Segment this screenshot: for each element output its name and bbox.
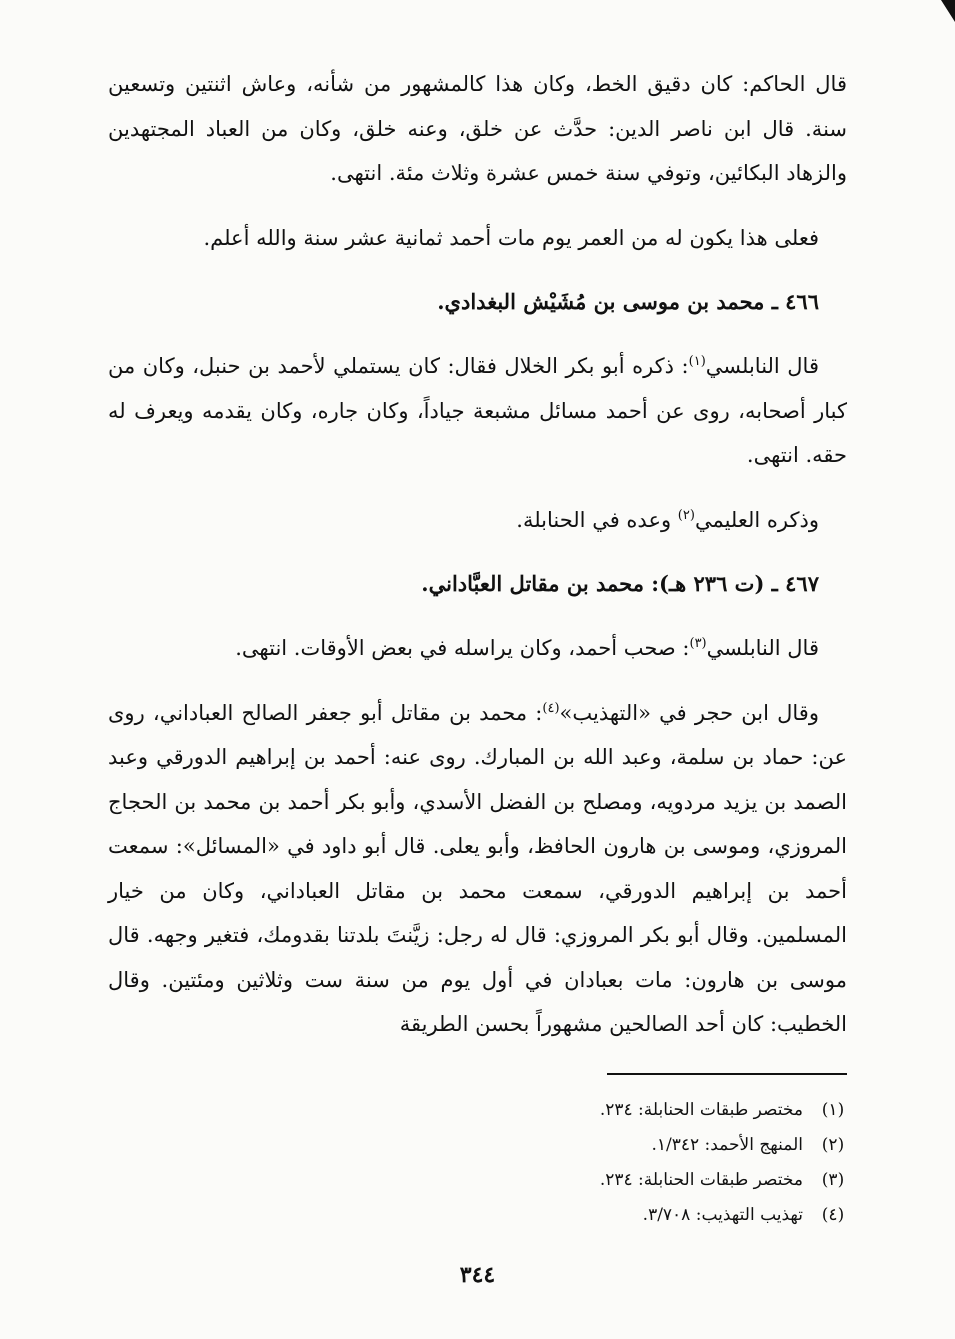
text: قال النابلسي (706, 636, 819, 660)
entry-heading-467: ٤٦٧ ـ (ت ٢٣٦ هـ): محمد بن مقاتل العبَّاداني. (421, 571, 819, 596)
text: قال النابلسي (705, 354, 819, 378)
footnote-text: تهذيب التهذيب: ٣/٧٠٨. (642, 1205, 803, 1225)
footnote-item (600, 1128, 847, 1163)
text: وقال ابن حجر في «التهذيب» (559, 700, 819, 725)
footnote-text: مختصر طبقات الحنابلة: ٢٣٤. (599, 1100, 803, 1120)
footnote-number: (٢) (821, 1135, 845, 1155)
text: وعده في الحنابلة. (516, 507, 678, 532)
text: وذكره العليمي (694, 507, 819, 532)
paragraph-nabulsi-1 (108, 344, 847, 478)
paragraph-nabulsi-3 (108, 626, 847, 671)
footnote-item (600, 1198, 847, 1233)
footnote-text: مختصر طبقات الحنابلة: ٢٣٤. (599, 1170, 803, 1190)
footnote-separator (607, 1073, 847, 1075)
footnote-item (600, 1093, 847, 1128)
footnote-text: المنهج الأحمد: ١/٣٤٢. (651, 1135, 803, 1155)
footnotes-list (600, 1093, 847, 1233)
footnote-ref-1: (١) (688, 354, 706, 369)
paragraph-conclusion: فعلى هذا يكون له من العمر يوم مات أحمد ثمانية عشر سنة والله أعلم. (203, 225, 819, 250)
paragraph-ibn-hajar (108, 691, 847, 1047)
footnote-number: (٤) (821, 1205, 845, 1225)
text: : محمد بن مقاتل أبو جعفر الصالح العباداني، روى عن: حماد بن سلمة، وعبد الله بن المبارك. روى عنه: أحمد بن إبراهيم الدورقي وعبد الصمد بن يزيد مردويه، ومصلح بن الفضل الأسدي، وأبو بكر أحمد بن محمد بن الحجاج المروزي، وموسى بن هارون الحافظ، وأبو يعلى. قال أبو داود في «المسائل»: سمعت أحمد بن إبراهيم الدورقي، سمعت محمد بن مقاتل العباداني، وكان من خيار المسلمين. وقال أبو بكر المروزي: قال له رجل: زيَّنتَ بلدتنا بقدومك، فتغير وجهه. قال موسى بن هارون: مات بعبادان في أول يوم من سنة ست وثلاثين ومئتين. وقال الخطيب: كان أحد الصالحين مشهوراً بحسن الطريقة (108, 700, 847, 1036)
page-number: ٣٤٤ (459, 1262, 496, 1288)
footnote-number: (١) (821, 1100, 845, 1120)
text: : صحب أحمد، وكان يراسله في بعض الأوقات. انتهى. (235, 636, 690, 660)
footnote-number: (٣) (821, 1170, 845, 1190)
entry-heading-466: ٤٦٦ ـ محمد بن موسى بن مُشَيْش البغدادي. (437, 289, 819, 314)
footnote-ref-2: (٢) (677, 507, 695, 523)
paragraph-hakim: قال الحاكم: كان دقيق الخط، وكان هذا كالمشهور من شأنه، وعاش اثنتين وتسعين سنة. قال ابن ناصر الدين: حدَّث عن خلق، وعنه خلق، وكان من العباد المجتهدين والزهاد البكائين، وتوفي سنة خمس عشرة وثلاث مئة. انتهى. (108, 72, 847, 185)
paragraph-ulaymi (108, 498, 847, 543)
footnote-ref-4: (٤) (542, 700, 560, 716)
footnote-ref-3: (٣) (689, 636, 707, 651)
page-corner-mark (941, 0, 955, 22)
footnote-item (600, 1163, 847, 1198)
page-body (108, 62, 847, 1067)
text: : ذكره أبو بكر الخلال فقال: كان يستملي لأحمد بن حنبل، وكان من كبار أصحابه، روى عن أحمد مسائل مشبعة جياداً، وكان جاره، وكان يقدمه ويعرف له حقه. انتهى. (108, 354, 847, 467)
